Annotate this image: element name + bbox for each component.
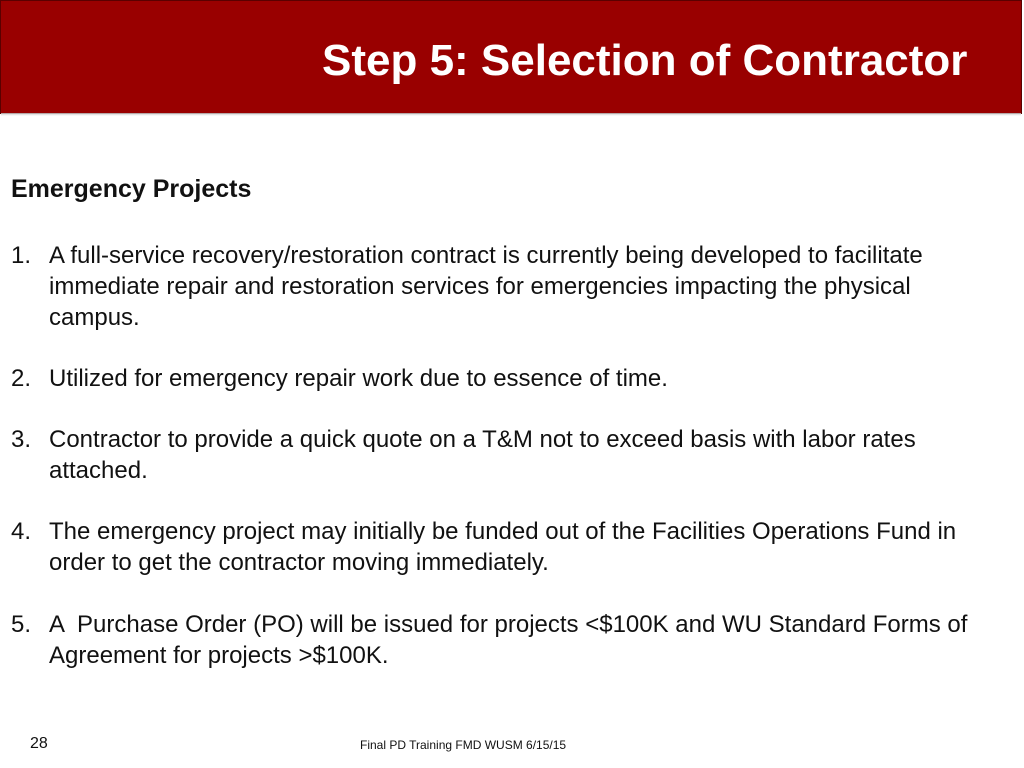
list-item-text: A Purchase Order (PO) will be issued for projects <$100K and WU Standard Forms of Agreement for projects >$100K.: [49, 611, 968, 669]
list-item: [11, 609, 1024, 671]
list-item-text: The emergency project may initially be funded out of the Facilities Operations Fund in order to get the contractor moving immediately.: [49, 518, 957, 576]
list-item-number: 4.: [11, 518, 32, 545]
list-item: [11, 363, 1024, 394]
footer-text: Final PD Training FMD WUSM 6/15/15: [360, 738, 567, 752]
page-number: 28: [30, 735, 48, 752]
list-item: [11, 240, 1024, 333]
list-item: [11, 516, 1024, 578]
list-item-number: 1.: [11, 242, 32, 269]
list-item-number: 2.: [11, 365, 32, 392]
list-item-number: 5.: [11, 611, 32, 638]
list-item: [11, 424, 1024, 486]
list-item-text: Contractor to provide a quick quote on a T&M not to exceed basis with labor rates attached.: [49, 426, 916, 484]
title-bar: [0, 0, 1022, 114]
section-heading: Emergency Projects: [11, 175, 252, 203]
list-item-text: Utilized for emergency repair work due to essence of time.: [49, 365, 668, 392]
slide-title: Step 5: Selection of Contractor: [322, 36, 968, 85]
list-item-number: 3.: [11, 426, 32, 453]
list-item-text: A full-service recovery/restoration contract is currently being developed to facilitate immediate repair and restoration services for emergencies impacting the physical campus.: [49, 242, 923, 331]
